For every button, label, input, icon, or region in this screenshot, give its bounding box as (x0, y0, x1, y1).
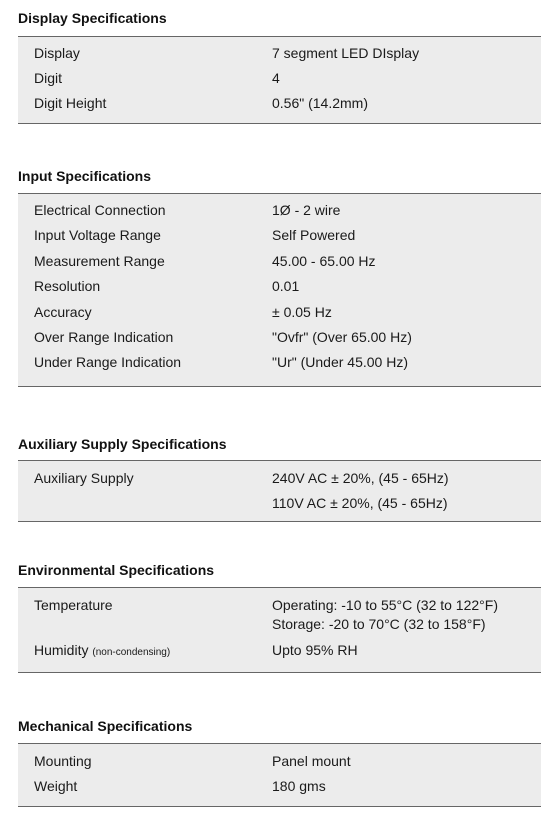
spec-label: Resolution (34, 278, 101, 294)
spec-table (18, 193, 541, 387)
spec-value: Upto 95% RH (272, 642, 358, 658)
spec-label: Display (34, 45, 80, 61)
spec-label: Temperature (34, 597, 113, 613)
spec-value: 7 segment LED DIsplay (272, 45, 420, 61)
spec-row (18, 94, 541, 112)
section-title: Environmental Specifications (18, 562, 215, 578)
spec-value: 180 gms (272, 778, 326, 794)
spec-value: 4 (272, 70, 280, 86)
spec-row (18, 777, 541, 795)
spec-row (18, 641, 541, 659)
spec-value: Panel mount (272, 753, 351, 769)
spec-row (18, 277, 541, 295)
spec-label: Input Voltage Range (34, 227, 161, 243)
section-title: Display Specifications (18, 10, 167, 26)
spec-row (18, 328, 541, 346)
section-title: Input Specifications (18, 168, 152, 184)
spec-label: Electrical Connection (34, 202, 166, 218)
spec-row (18, 226, 541, 244)
spec-label-text: Humidity (34, 642, 89, 658)
spec-label: Digit (34, 70, 63, 86)
spec-label: Auxiliary Supply (34, 470, 134, 486)
spec-value: 1Ø - 2 wire (272, 202, 341, 218)
spec-value: 240V AC ± 20%, (45 - 65Hz) (272, 470, 449, 486)
spec-value: Operating: -10 to 55°C (32 to 122°F) (272, 597, 498, 613)
spec-label: Over Range Indication (34, 329, 174, 345)
spec-row (18, 469, 541, 487)
spec-value: 0.56" (14.2mm) (272, 95, 369, 111)
section-title: Auxiliary Supply Specifications (18, 436, 227, 452)
spec-label (34, 641, 170, 662)
spec-row (18, 615, 541, 633)
spec-label: Weight (34, 778, 78, 794)
spec-value: "Ur" (Under 45.00 Hz) (272, 354, 408, 370)
spec-label: Accuracy (34, 304, 92, 320)
spec-table (18, 36, 541, 124)
section-title: Mechanical Specifications (18, 718, 193, 734)
spec-row (18, 69, 541, 87)
spec-row (18, 252, 541, 270)
spec-value: 45.00 - 65.00 Hz (272, 253, 376, 269)
spec-value: 0.01 (272, 278, 300, 294)
spec-label: Measurement Range (34, 253, 165, 269)
spec-row (18, 303, 541, 321)
spec-table (18, 460, 541, 522)
spec-label: Under Range Indication (34, 354, 182, 370)
spec-row (18, 201, 541, 219)
spec-row (18, 353, 541, 371)
spec-value: Storage: -20 to 70°C (32 to 158°F) (272, 616, 486, 632)
spec-table (18, 743, 541, 807)
spec-row (18, 596, 541, 614)
spec-table (18, 587, 541, 673)
spec-label-note: (non-condensing) (92, 647, 171, 658)
spec-row (18, 494, 541, 512)
spec-value: "Ovfr" (Over 65.00 Hz) (272, 329, 412, 345)
spec-row (18, 44, 541, 62)
spec-value: ± 0.05 Hz (272, 304, 332, 320)
spec-value: Self Powered (272, 227, 356, 243)
spec-row (18, 752, 541, 770)
spec-label: Mounting (34, 753, 92, 769)
spec-label: Digit Height (34, 95, 107, 111)
spec-value: 110V AC ± 20%, (45 - 65Hz) (272, 495, 448, 511)
